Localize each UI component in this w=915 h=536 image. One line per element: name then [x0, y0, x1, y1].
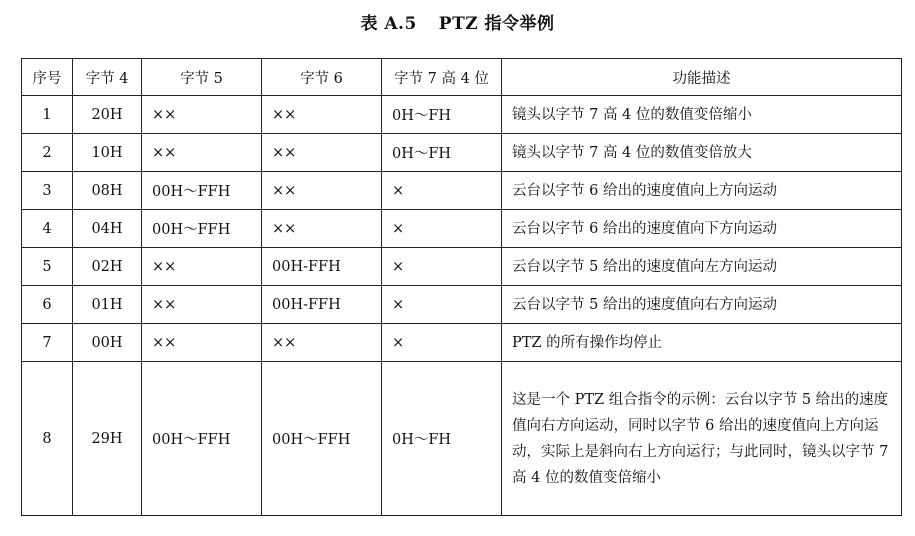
cell-seq: 7 — [22, 324, 73, 362]
cell-description: 镜头以字节 7 高 4 位的数值变倍缩小 — [502, 96, 902, 134]
cell-byte7: × — [382, 248, 502, 286]
cell-seq: 1 — [22, 96, 73, 134]
cell-seq: 5 — [22, 248, 73, 286]
table-row — [22, 134, 902, 172]
cell-description: 这是一个 PTZ 组合指令的示例：云台以字节 5 给出的速度值向右方向运动，同时以字节 6 给出的速度值向上方向运动，实际上是斜向右上方向运行；与此同时，镜头以字节 7 高 4 位的数值变倍缩小 — [502, 362, 902, 516]
header-row — [22, 59, 902, 96]
cell-byte4: 10H — [73, 134, 142, 172]
cell-byte7: 0H～FH — [382, 134, 502, 172]
cell-byte6: ×× — [262, 134, 382, 172]
header-cell-seq: 序号 — [22, 59, 73, 96]
cell-seq: 2 — [22, 134, 73, 172]
table-row — [22, 96, 902, 134]
cell-byte7: × — [382, 324, 502, 362]
header-cell-description: 功能描述 — [502, 59, 902, 96]
cell-byte6: 00H-FFH — [262, 286, 382, 324]
cell-byte7: × — [382, 286, 502, 324]
table-row — [22, 172, 902, 210]
header-cell-byte4: 字节 4 — [73, 59, 142, 96]
cell-byte5: 00H～FFH — [142, 210, 262, 248]
cell-description: 镜头以字节 7 高 4 位的数值变倍放大 — [502, 134, 902, 172]
cell-byte6: ×× — [262, 172, 382, 210]
cell-byte6: ×× — [262, 324, 382, 362]
cell-description: 云台以字节 6 给出的速度值向下方向运动 — [502, 210, 902, 248]
cell-byte5: ×× — [142, 324, 262, 362]
table-row — [22, 248, 902, 286]
cell-byte4: 20H — [73, 96, 142, 134]
cell-byte4: 04H — [73, 210, 142, 248]
cell-description: 云台以字节 6 给出的速度值向上方向运动 — [502, 172, 902, 210]
cell-description: 云台以字节 5 给出的速度值向右方向运动 — [502, 286, 902, 324]
table-caption: PTZ 指令举例 — [438, 14, 555, 34]
ptz-command-table — [21, 58, 902, 516]
table-row — [22, 362, 902, 516]
cell-byte6: ×× — [262, 96, 382, 134]
cell-byte7: × — [382, 172, 502, 210]
table-number: 表 A.5 — [360, 14, 417, 34]
cell-byte6: 00H～FFH — [262, 362, 382, 516]
cell-byte4: 00H — [73, 324, 142, 362]
cell-byte5: 00H～FFH — [142, 362, 262, 516]
table-row — [22, 210, 902, 248]
cell-description: PTZ 的所有操作均停止 — [502, 324, 902, 362]
cell-byte6: 00H-FFH — [262, 248, 382, 286]
table-title — [0, 9, 915, 34]
cell-byte7: × — [382, 210, 502, 248]
cell-seq: 3 — [22, 172, 73, 210]
cell-seq: 4 — [22, 210, 73, 248]
header-cell-byte6: 字节 6 — [262, 59, 382, 96]
cell-byte5: ×× — [142, 96, 262, 134]
table-row — [22, 286, 902, 324]
header-cell-byte5: 字节 5 — [142, 59, 262, 96]
cell-description: 云台以字节 5 给出的速度值向左方向运动 — [502, 248, 902, 286]
table-row — [22, 324, 902, 362]
cell-byte7: 0H～FH — [382, 96, 502, 134]
cell-byte4: 02H — [73, 248, 142, 286]
cell-byte7: 0H～FH — [382, 362, 502, 516]
cell-byte5: ×× — [142, 134, 262, 172]
cell-byte5: 00H～FFH — [142, 172, 262, 210]
cell-byte4: 29H — [73, 362, 142, 516]
cell-seq: 6 — [22, 286, 73, 324]
cell-byte4: 08H — [73, 172, 142, 210]
cell-seq: 8 — [22, 362, 73, 516]
cell-byte5: ×× — [142, 286, 262, 324]
cell-byte4: 01H — [73, 286, 142, 324]
header-cell-byte7: 字节 7 高 4 位 — [382, 59, 502, 96]
cell-byte6: ×× — [262, 210, 382, 248]
cell-byte5: ×× — [142, 248, 262, 286]
